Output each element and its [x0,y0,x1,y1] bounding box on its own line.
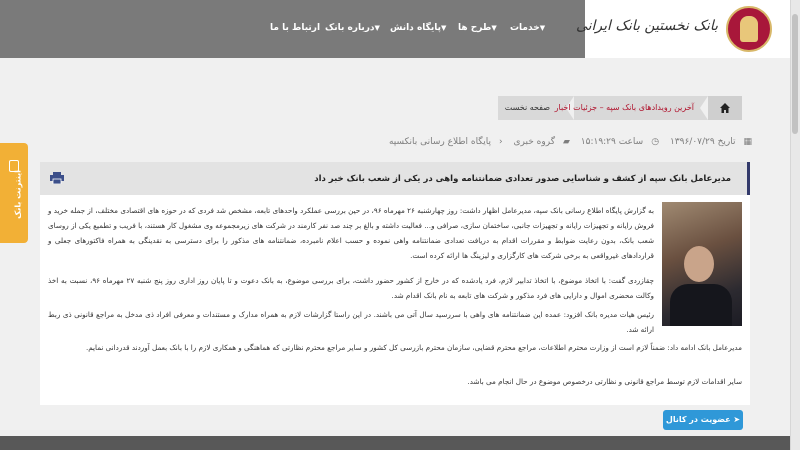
nav-services[interactable]: ▼خدمات [510,23,546,33]
article-paragraph: رئیس هیات مدیره بانک افزود: عمده این ضمانتنامه های واهی با سررسید سال آتی می باشند. در این راستا گزارشات لازم به همراه مدارک و مستندات و معرفی افراد ذی مدخل به مراجع قانونی ذی ربط ارائه شد. [48,310,654,334]
article-paragraph: مدیرعامل بانک ادامه داد: ضمناً لازم است از وزارت محترم اطلاعات، مراجع محترم قضایی، سازمان محترم بازرسی کل کشور و سایر مراجع محترم نظارتی که هماهنگی و همکاری لازم را با بانک بعمل آوردند قدردانی نمایم. [85,343,742,352]
nav-contact[interactable]: ارتباط با ما [270,23,321,33]
chevron-down-icon: ▼ [491,24,497,32]
logo-text: بانک نخستین بانک ایرانی [575,18,718,34]
nav-plans[interactable]: ▼طرح ها [458,23,497,33]
internet-bank-label: اینترنت بانک [13,170,23,219]
scrollbar-thumb[interactable] [792,14,798,134]
breadcrumb-home[interactable] [708,96,742,120]
site-footer [0,436,790,450]
ceo-photo [662,202,742,326]
folder-icon: ▰ [562,137,570,147]
breadcrumb-separator [700,96,708,120]
print-icon[interactable] [50,172,64,184]
chevron-down-icon: ▼ [441,24,447,32]
chevron-left-icon: ‹ [499,137,503,147]
telegram-join-button[interactable]: ➤ عضویت در کانال [663,410,743,430]
clock-icon: ◷ [651,137,660,147]
calendar-icon: ▦ [743,137,752,147]
bank-logo[interactable] [575,4,772,54]
article-paragraph: به گزارش پایگاه اطلاع رسانی بانک سپه، مدیرعامل اظهار داشت: روز چهارشنبه ۲۶ مهرماه ۹۶، در حین بررسی عملکرد واحدهای تابعه، مشخص شد فردی که در حوزه های اقتصادی مختلف، از جمله خرید و فروش رایانه و تجهیزات رایانه و تجهیزات جانبی، ساختمان سازی، صرافی و... فعالیت داشته و بالغ بر چند صد نفر کارمند در شرکت های زیرمجموعه وی مشغول کار هستند، با فریب و تطمیع یکی از روسای شعب بانک، بدون رعایت ضوابط و مقررات اقدام به دریافت تعدادی ضمانتنامه واهی نموده و حسب اعلام نامبرده، ضمانتنامه های مذکور را برای دسترسی به نقدینگی به همراه فاکتورهای جعلی و قراردادهای غیرواقعی به برخی شرکت های کارگزاری و لیزینگ ها ارائه کرده است. [48,206,654,260]
nav-about[interactable]: ▼درباره بانک [325,23,380,33]
breadcrumb-item-news[interactable]: آخرین رویدادهای بانک سپه – جزئیات اخبار [554,103,694,112]
site-header [0,0,790,58]
bank-emblem-icon [726,6,772,52]
breadcrumb-item-home[interactable]: صفحه نخست [504,103,550,112]
scrollbar[interactable] [790,0,800,450]
main-nav [0,0,585,58]
article-title: مدیرعامل بانک سپه از کشف و شناسایی صدور تعدادی ضمانتنامه واهی در یکی از شعب بانک خبر داد [314,174,731,184]
article-time: ساعت ۱۵:۱۹:۲۹ [580,137,644,147]
telegram-icon: ➤ [733,415,741,424]
article-group-value[interactable]: پایگاه اطلاع رسانی بانکسپه [388,137,492,147]
article-paragraph: چقازردی گفت: با اتخاذ موضوع، با اتخاذ تدابیر لازم، فرد یادشده که در خارج از کشور حضور داشت، برای بررسی موضوع، به بانک دعوت و تا پایان روز اداری روز پنج شنبه ۲۷ مهرماه ۹۶، نسبت به اخذ وکالت محضری اموال و دارایی های فرد مذکور و شرکت های تابعه به نام بانک اقدام شد. [48,276,654,300]
article-paragraph: سایر اقدامات لازم توسط مراجع قانونی و نظارتی درخصوص موضوع در حال انجام می باشد. [467,377,742,386]
article-group-label: گروه خبری [513,137,555,147]
article-meta [381,137,752,147]
chevron-down-icon: ▼ [374,24,380,32]
nav-knowledge[interactable]: ▼پایگاه دانش [390,23,447,33]
home-icon [720,103,730,113]
article-title-bar [40,162,750,195]
chevron-down-icon: ▼ [539,24,546,32]
article-date: تاریخ ۱۳۹۶/۰۷/۲۹ [669,137,736,147]
